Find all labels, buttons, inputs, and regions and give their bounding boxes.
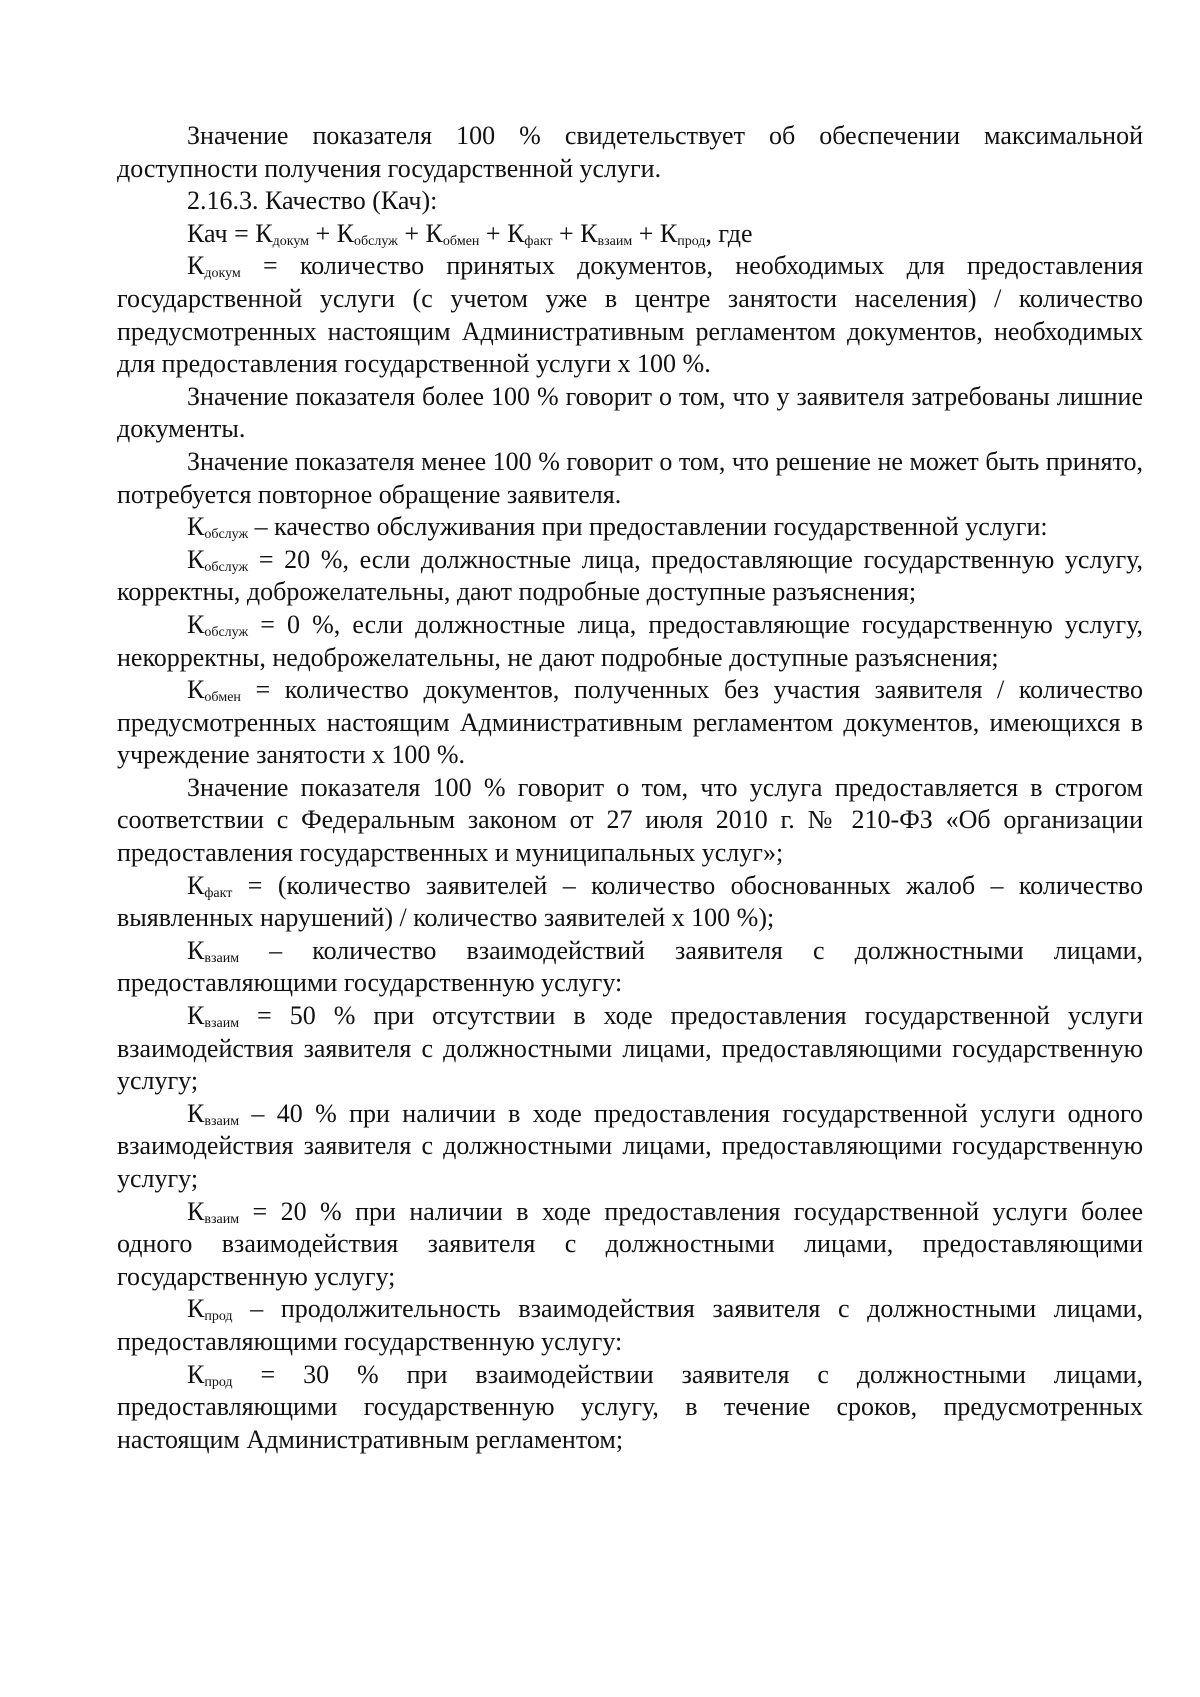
k-vzaim-50: $К_{взаим} = 50$ % при отсутствии в ходе предоставления государственной услуги взаимодействия заявителя с должностными лицами, предоставляющими государственную услугу; <box>117 1001 1143 1096</box>
quality-formula: Кач = $К_{докум} + К_{обслуж} + К_{обмен} + К_{факт} + К_{взаим} + К_{прод}$, где <box>187 218 753 249</box>
paragraph-over-100: Значение показателя более 100 % говорит о том, что у заявителя затребованы лишние документы. <box>117 381 1143 444</box>
k-obsluzh-0: $К_{обслуж} = 0$ %, если должностные лица, предоставляющие государственную услугу, некорректны, недоброжелательны, не дают подробные доступные разъяснения; <box>117 609 1143 672</box>
definition-k-obsluzh: $К_{обслуж}$ – качество обслуживания при предоставлении государственной услуги: <box>187 512 1048 543</box>
definition-k-prod: $К_{прод}$ – продолжительность взаимодействия заявителя с должностными лицами, предоставляющими государственную услугу: <box>117 1294 1143 1356</box>
paragraph-federal-law: Значение показателя 100 % говорит о том, что услуга предоставляется в строгом соответствии с Федеральным законом от 27 июля 2010 г. № 210-ФЗ «Об организации предоставления государственных и муниципальных услуг»; <box>117 772 1143 868</box>
section-heading-quality: 2.16.3. Качество (Кач): <box>187 186 438 216</box>
definition-k-obmen: $К_{обмен}$ = количество документов, полученных без участия заявителя / количество предусмотренных настоящим Административным регламентом документов, имеющихся в учреждение занятости х 100 %. <box>117 675 1143 770</box>
k-vzaim-20: $К_{взаим} = 20$ % при наличии в ходе предоставления государственной услуги более одного взаимодействия заявителя с должностными лицами, предоставляющими государственную услугу; <box>117 1196 1143 1291</box>
k-obsluzh-20: $К_{обслуж} = 20$ %, если должностные лица, предоставляющие государственную услугу, корректны, доброжелательны, дают подробные доступные разъяснения; <box>117 544 1143 607</box>
paragraph-max-availability: Значение показателя 100 % свидетельствует об обеспечении максимальной доступности получения государственной услуги. <box>117 121 1143 183</box>
definition-k-vzaim: $К_{взаим}$ – количество взаимодействий заявителя с должностными лицами, предоставляющими государственную услугу: <box>117 935 1143 998</box>
definition-k-fakt: $К_{факт}$ = (количество заявителей – количество обоснованных жалоб – количество выявленных нарушений) / количество заявителей х 100 %); <box>117 870 1143 933</box>
document-page <box>117 120 1143 1456</box>
definition-k-dokum: $К_{докум}$ = количество принятых документов, необходимых для предоставления государственной услуги (с учетом уже в центре занятости населения) / количество предусмотренных настоящим Административным регламентом документов, необходимых для предоставления государственной услуги х 100 %. <box>117 251 1143 379</box>
k-prod-30: $К_{прод} = 30$ % при взаимодействии заявителя с должностными лицами, предоставляющими государственную услугу, в течение сроков, предусмотренных настоящим Административным регламентом; <box>117 1359 1143 1454</box>
k-vzaim-40: $К_{взаим} - 40$ % при наличии в ходе предоставления государственной услуги одного взаимодействия заявителя с должностными лицами, предоставляющими государственную услугу; <box>117 1098 1143 1193</box>
paragraph-under-100: Значение показателя менее 100 % говорит о том, что решение не может быть принято, потребуется повторное обращение заявителя. <box>117 446 1143 509</box>
